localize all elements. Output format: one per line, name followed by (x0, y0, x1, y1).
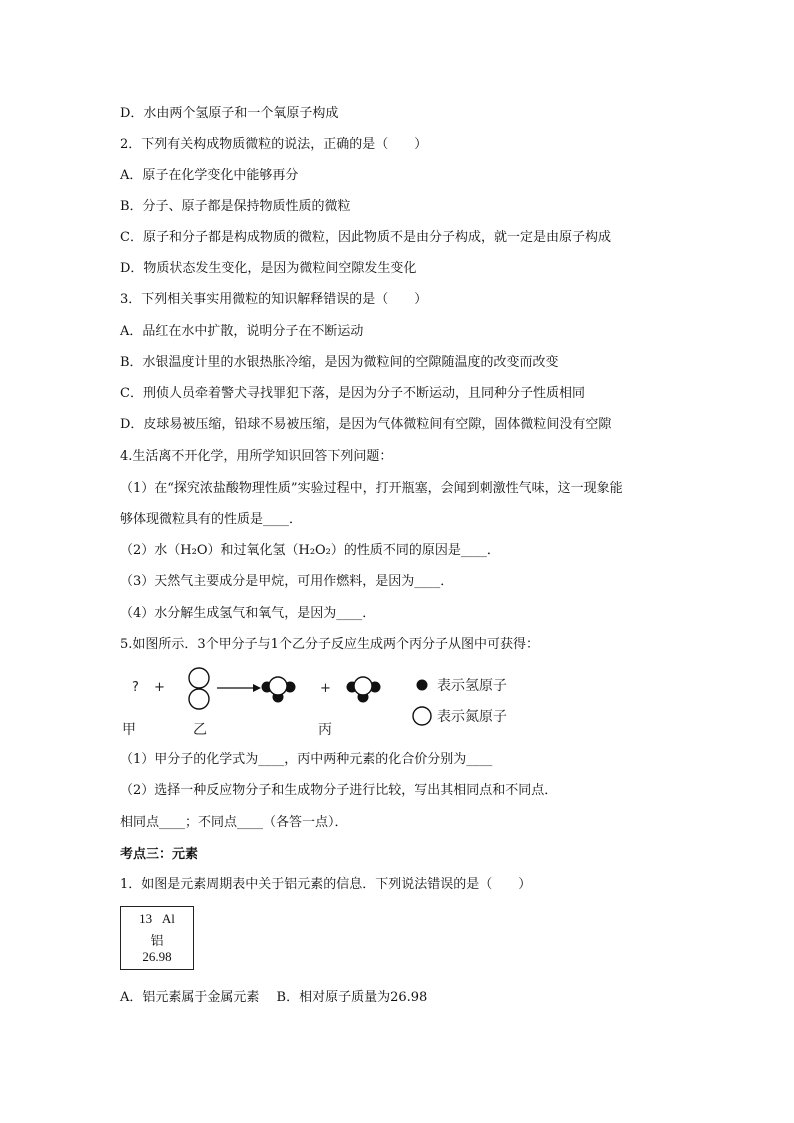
atomic-mass: 26.98 (142, 949, 172, 964)
plus-sign: + (320, 681, 331, 696)
question-text: 3．下列相关事实用微粒的知识解释错误的是（ ） (120, 292, 428, 307)
question-text: 4.生活离不开化学，用所学知识回答下列问题： (120, 449, 393, 464)
label-bing: 丙 (318, 722, 332, 738)
nitrogen-atom (189, 668, 209, 688)
periodic-table-cell (120, 906, 194, 970)
plus-sign: + (154, 680, 165, 695)
arrow-head (253, 684, 261, 692)
reaction-figure (120, 664, 530, 740)
question-option-text: A．铝元素属于金属元素 B．相对原子质量为26.98 (120, 990, 428, 1005)
hydrogen-legend-icon (417, 680, 428, 691)
question-option-text: D．水由两个氢原子和一个氧原子构成 (120, 106, 339, 121)
nitrogen-atom (354, 677, 372, 695)
subquestion-text: （2）选择一种反应物分子和生成物分子进行比较，写出其相同点和不同点． (120, 783, 558, 798)
nitrogen-legend-label: 表示氮原子 (437, 709, 507, 725)
question-text: 5.如图所示．3个甲分子与1个乙分子反应生成两个丙分子从图中可获得： (120, 637, 539, 652)
question-option-text: B．分子、原子都是保持物质性质的微粒 (120, 199, 351, 214)
label-jia: 甲 (122, 722, 136, 738)
question-option-text: A．原子在化学变化中能够再分 (120, 168, 299, 183)
subquestion-text: 相同点____；不同点____（各答一点）． (120, 815, 348, 830)
element-name: 铝 (150, 934, 164, 949)
atomic-number: 13 (139, 911, 153, 926)
question-mark-label: ? (132, 680, 139, 695)
question-option-text: C．原子和分子都是构成物质的微粒，因此物质不是由分子构成，就一定是由原子构成 (120, 230, 611, 245)
subquestion-text: （1）在“探究浓盐酸物理性质”实验过程中，打开瓶塞，会闻到刺激性气味，这一现象能 (120, 481, 623, 496)
molecule-reaction-diagram (120, 664, 530, 740)
hydrogen-legend-label: 表示氢原子 (437, 678, 507, 694)
element-symbol: Al (161, 911, 175, 926)
subquestion-text: （1）甲分子的化学式为____，丙中两种元素的化合价分别为____ (120, 752, 493, 767)
subquestion-text: 够体现微粒具有的性质是____． (120, 512, 303, 527)
nitrogen-atom (189, 689, 209, 709)
question-text: 1．如图是元素周期表中关于铝元素的信息．下列说法错误的是（ ） (120, 877, 532, 892)
subquestion-text: （2）水（H₂O）和过氧化氢（H₂O₂）的性质不同的原因是____． (120, 543, 500, 558)
question-option-text: B．水银温度计里的水银热胀冷缩，是因为微粒间的空隙随温度的改变而改变 (120, 355, 559, 370)
label-yi: 乙 (193, 722, 207, 738)
nitrogen-atom (269, 677, 287, 695)
question-option-text: D．物质状态发生变化，是因为微粒间空隙发生变化 (120, 261, 417, 276)
subquestion-text: （3）天然气主要成分是甲烷，可用作燃料，是因为____． (120, 574, 454, 589)
section-heading: 考点三：元素 (120, 847, 199, 862)
question-option-text: C．刑侦人员牵着警犬寻找罪犯下落，是因为分子不断运动，且同种分子性质相同 (120, 386, 585, 401)
nitrogen-legend-icon (413, 707, 431, 725)
subquestion-text: （4）水分解生成氢气和氧气，是因为____． (120, 606, 376, 621)
question-text: 2．下列有关构成物质微粒的说法，正确的是（ ） (120, 137, 428, 152)
element-number-symbol (121, 911, 193, 927)
question-option-text: D．皮球易被压缩，铅球不易被压缩，是因为气体微粒间有空隙，固体微粒间没有空隙 (120, 417, 612, 432)
question-option-text: A．品红在水中扩散，说明分子在不断运动 (120, 324, 364, 339)
